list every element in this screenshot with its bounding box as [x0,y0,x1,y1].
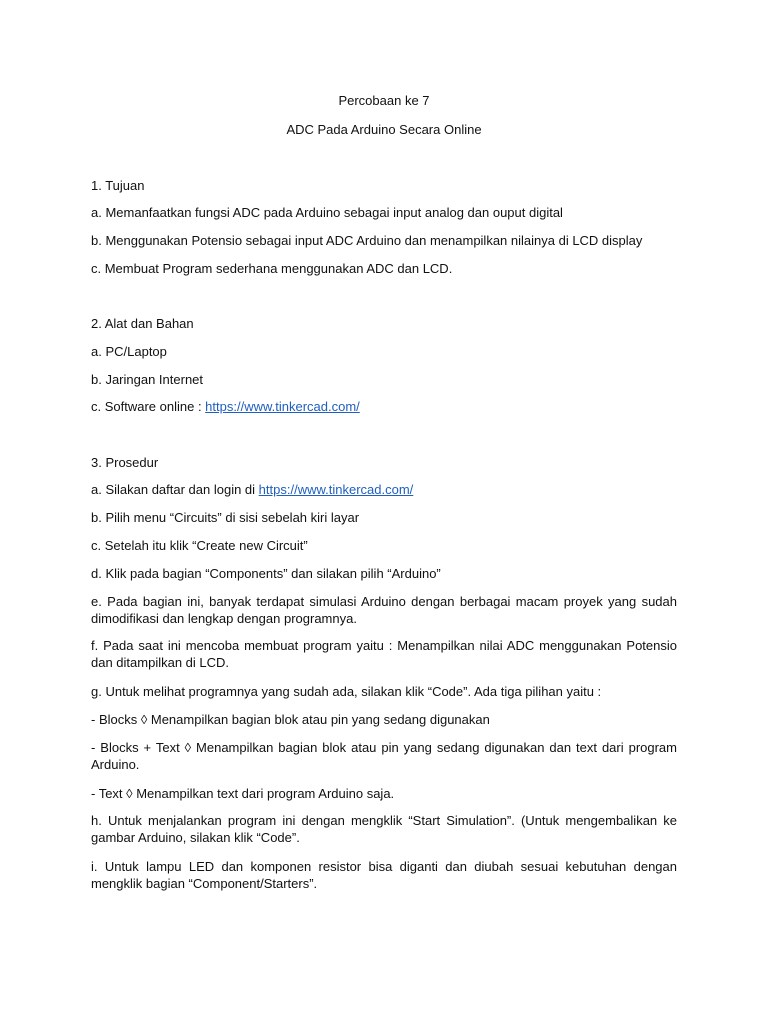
prosedur-item-d: d. Klik pada bagian “Components” dan silakan pilih “Arduino” [91,566,441,581]
prosedur-item-f: f. Pada saat ini mencoba membuat program yaitu : Menampilkan nilai ADC menggunakan Potensio dan ditampilkan di LCD. [91,638,677,670]
prosedur-item-e: e. Pada bagian ini, banyak terdapat simulasi Arduino dengan berbagai macam proyek yang sudah dimodifikasi dan lengkap dengan programnya. [91,594,677,626]
prosedur-item-g-text: - Text ◊ Menampilkan text dari program Arduino saja. [91,786,395,801]
prosedur-item-i: i. Untuk lampu LED dan komponen resistor bisa diganti dan diubah sesuai kebutuhan dengan mengklik bagian “Component/Starters”. [91,859,677,891]
alat-item-b: b. Jaringan Internet [91,372,204,387]
tujuan-item-a: a. Memanfaatkan fungsi ADC pada Arduino sebagai input analog dan ouput digital [91,205,563,220]
section-tujuan-heading: 1. Tujuan [91,178,145,193]
alat-item-a: a. PC/Laptop [91,344,167,359]
document-subtitle: ADC Pada Arduino Secara Online [286,122,482,137]
tujuan-item-b: b. Menggunakan Potensio sebagai input ADC Arduino dan menampilkan nilainya di LCD display [91,233,643,248]
tinkercad-link[interactable]: https://www.tinkercad.com/ [205,399,360,414]
prosedur-item-a [91,481,677,498]
prosedur-item-g-blocks: - Blocks ◊ Menampilkan bagian blok atau pin yang sedang digunakan [91,712,490,727]
alat-item-c-label: c. Software online : [91,399,206,414]
prosedur-item-g: g. Untuk melihat programnya yang sudah ada, silakan klik “Code”. Ada tiga pilihan yaitu : [91,684,602,699]
section-prosedur-heading: 3. Prosedur [91,455,159,470]
prosedur-item-h: h. Untuk menjalankan program ini dengan mengklik “Start Simulation”. (Untuk mengembalikan ke gambar Arduino, silakan klik “Code”. [91,813,677,845]
prosedur-item-c: c. Setelah itu klik “Create new Circuit” [91,538,308,553]
prosedur-item-g-blocks-text: - Blocks + Text ◊ Menampilkan bagian blok atau pin yang sedang digunakan dan text dari program Arduino. [91,740,677,772]
tujuan-item-c: c. Membuat Program sederhana menggunakan ADC dan LCD. [91,261,453,276]
prosedur-item-a-label: a. Silakan daftar dan login di [91,482,259,497]
section-alat-heading: 2. Alat dan Bahan [91,316,194,331]
alat-item-c [91,398,677,415]
prosedur-item-b: b. Pilih menu “Circuits” di sisi sebelah kiri layar [91,510,360,525]
tinkercad-login-link[interactable]: https://www.tinkercad.com/ [258,482,414,497]
document-title: Percobaan ke 7 [338,93,430,108]
